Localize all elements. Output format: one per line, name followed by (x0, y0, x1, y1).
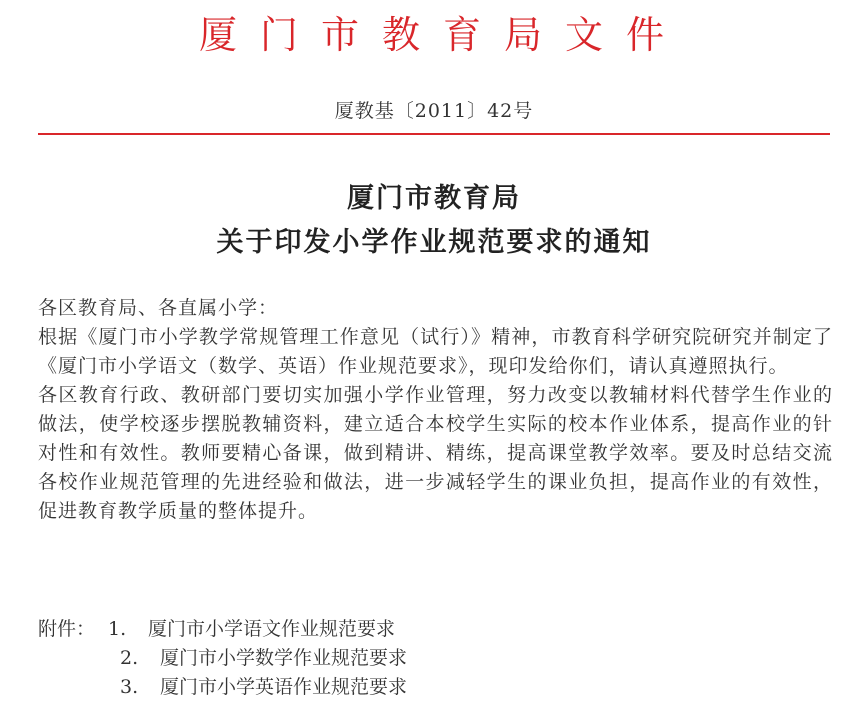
attachment-title: 厦门市小学英语作业规范要求 (160, 676, 408, 698)
attachments-label: 附件： (38, 618, 96, 640)
attachment-indent (38, 673, 120, 702)
attachment-item (38, 644, 833, 673)
attachment-number: 3. (120, 676, 139, 698)
attachment-item (38, 615, 833, 644)
body-paragraph-1: 根据《厦门市小学教学常规管理工作意见（试行）》精神，市教育科学研究院研究并制定了《厦门市小学语文（数学、英语）作业规范要求》，现印发给你们，请认真遵照执行。 (38, 326, 833, 377)
attachment-number: 2. (120, 647, 139, 669)
document-number: 厦教基〔2011〕42号 (334, 100, 534, 122)
notice-title-line-2: 关于印发小学作业规范要求的通知 (216, 227, 652, 258)
notice-title (0, 177, 868, 265)
salutation: 各区教育局、各直属小学： (38, 297, 279, 319)
attachment-title: 厦门市小学语文作业规范要求 (148, 618, 396, 640)
document-header-title: 厦门市教育局文件 (198, 13, 687, 57)
attachment-title: 厦门市小学数学作业规范要求 (160, 647, 408, 669)
attachment-indent (38, 644, 120, 673)
red-header-rule (38, 133, 830, 135)
notice-body (38, 294, 833, 526)
body-paragraph-2: 各区教育行政、教研部门要切实加强小学作业管理，努力改变以教辅材料代替学生作业的做法，使学校逐步摆脱教辅资料，建立适合本校学生实际的校本作业体系，提高作业的针对性和有效性。教师要精心备课，做到精讲、精练，提高课堂教学效率。要及时总结交流各校作业规范管理的先进经验和做法，进一步减轻学生的课业负担，提高作业的有效性，促进教育教学质量的整体提升。 (38, 384, 833, 522)
notice-title-line-1: 厦门市教育局 (347, 183, 521, 214)
attachment-number: 1. (108, 618, 127, 640)
attachments-list (38, 615, 833, 702)
attachment-item (38, 673, 833, 702)
